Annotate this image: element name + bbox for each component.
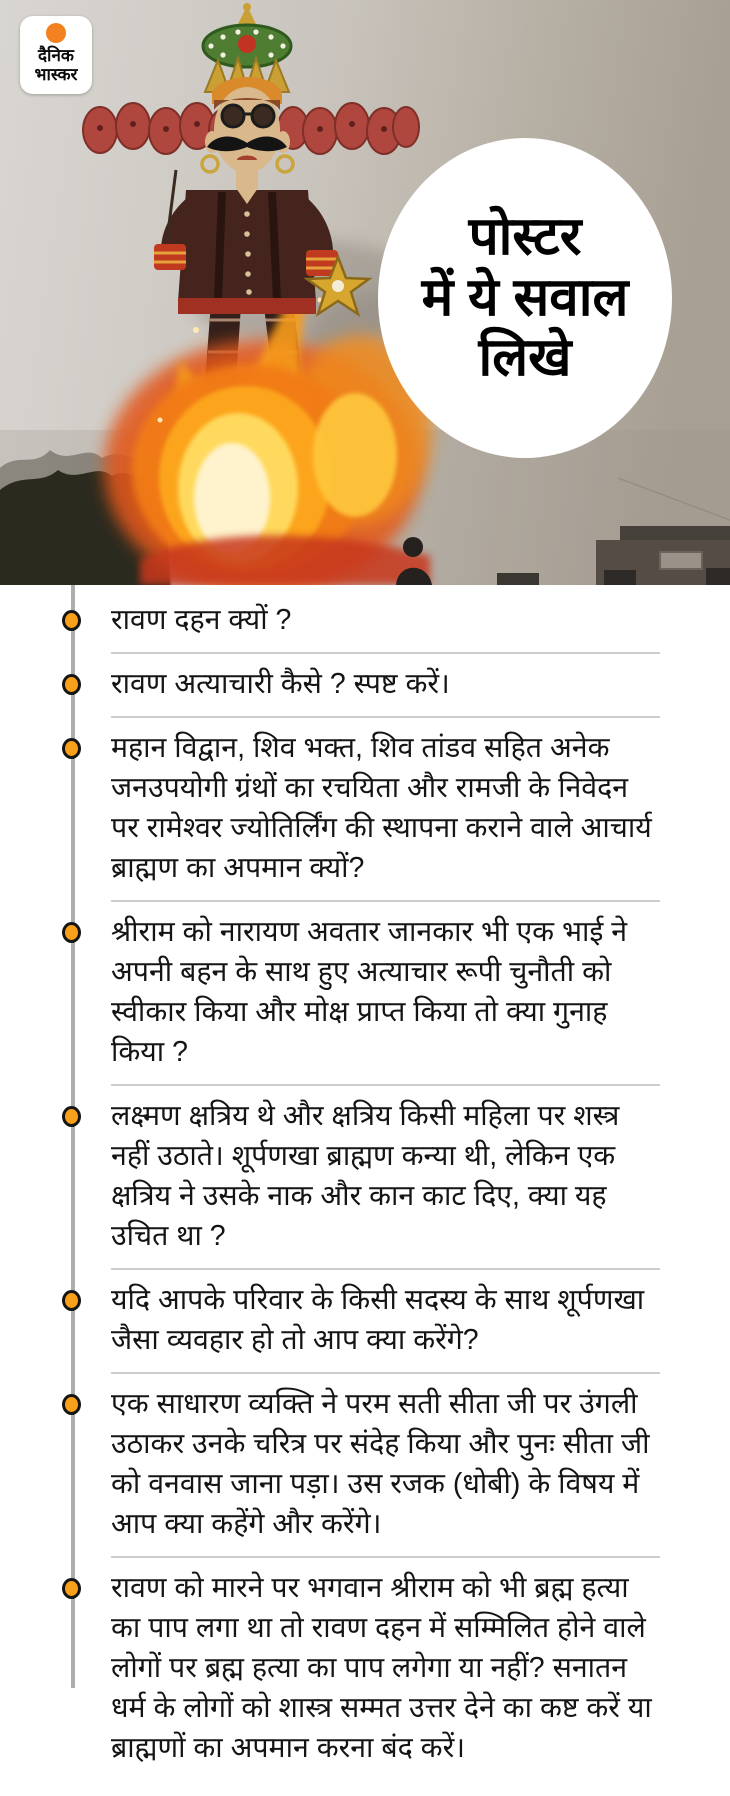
divider <box>111 900 660 902</box>
divider <box>111 1084 660 1086</box>
question-text: लक्ष्मण क्षत्रिय थे और क्षत्रिय किसी महिला पर शस्त्र नहीं उठाते। शूर्पणखा ब्राह्मण कन्या थी, लेकिन एक क्षत्रिय ने उसके नाक और कान काट दिए, क्या यह उचित था ? <box>111 1100 620 1252</box>
questions-list <box>0 585 730 1780</box>
bullet-icon <box>62 738 81 759</box>
hero-photo <box>0 0 730 585</box>
headline-line-3: लिखे <box>478 328 572 388</box>
bullet-icon <box>62 1578 81 1599</box>
bullet-icon <box>62 674 81 695</box>
bullet-icon <box>62 922 81 943</box>
question-item <box>0 1556 730 1780</box>
divider <box>111 1372 660 1374</box>
headline-line-2: में ये सवाल <box>421 267 629 327</box>
bullet-icon <box>62 1394 81 1415</box>
divider <box>111 1268 660 1270</box>
question-item <box>0 1268 730 1372</box>
divider <box>111 652 660 654</box>
question-item <box>0 1084 730 1268</box>
divider <box>111 1556 660 1558</box>
dainik-bhaskar-logo <box>20 16 92 94</box>
question-text: रावण को मारने पर भगवान श्रीराम को भी ब्रह्म हत्या का पाप लगा था तो रावण दहन में सम्मिलित होने वाले लोगों पर ब्रह्म हत्या का पाप लगेगा या नहीं? सनातन धर्म के लोगों को शास्त्र सम्मत उत्तर देने का कष्ट करें या ब्राह्मणों का अपमान करना बंद करें। <box>111 1572 652 1764</box>
bullet-icon <box>62 1106 81 1127</box>
logo-text-line1: दैनिक <box>38 46 74 65</box>
question-text: यदि आपके परिवार के किसी सदस्य के साथ शूर्पणखा जैसा व्यवहार हो तो आप क्या करेंगे? <box>111 1284 645 1356</box>
question-text: महान विद्वान, शिव भक्त, शिव तांडव सहित अनेक जनउपयोगी ग्रंथों का रचयिता और रामजी के निवेदन पर रामेश्वर ज्योतिर्लिंग की स्थापना कराने वाले आचार्य ब्राह्मण का अपमान क्यों? <box>111 732 652 884</box>
question-item <box>0 588 730 652</box>
question-text: रावण अत्याचारी कैसे ? स्पष्ट करें। <box>111 668 450 700</box>
bullet-icon <box>62 1290 81 1311</box>
question-item <box>0 716 730 900</box>
bullet-icon <box>62 610 81 631</box>
headline-line-1: पोस्टर <box>468 207 582 267</box>
question-item <box>0 900 730 1084</box>
headline-badge <box>378 138 672 458</box>
divider <box>111 716 660 718</box>
question-text: रावण दहन क्यों ? <box>111 604 292 636</box>
question-item <box>0 652 730 716</box>
question-text: श्रीराम को नारायण अवतार जानकार भी एक भाई ने अपनी बहन के साथ हुए अत्याचार रूपी चुनौती को स्वीकार किया और मोक्ष प्राप्त किया तो क्या गुनाह किया ? <box>111 916 628 1068</box>
logo-sun-icon <box>46 23 66 43</box>
question-text: एक साधारण व्यक्ति ने परम सती सीता जी पर उंगली उठाकर उनके चरित्र पर संदेह किया और पुनः सीता जी को वनवास जाना पड़ा। उस रजक (धोबी) के विषय में आप क्या कहेंगे और करेंगे। <box>111 1388 650 1540</box>
logo-text-line2: भास्कर <box>34 65 78 85</box>
question-item <box>0 1372 730 1556</box>
